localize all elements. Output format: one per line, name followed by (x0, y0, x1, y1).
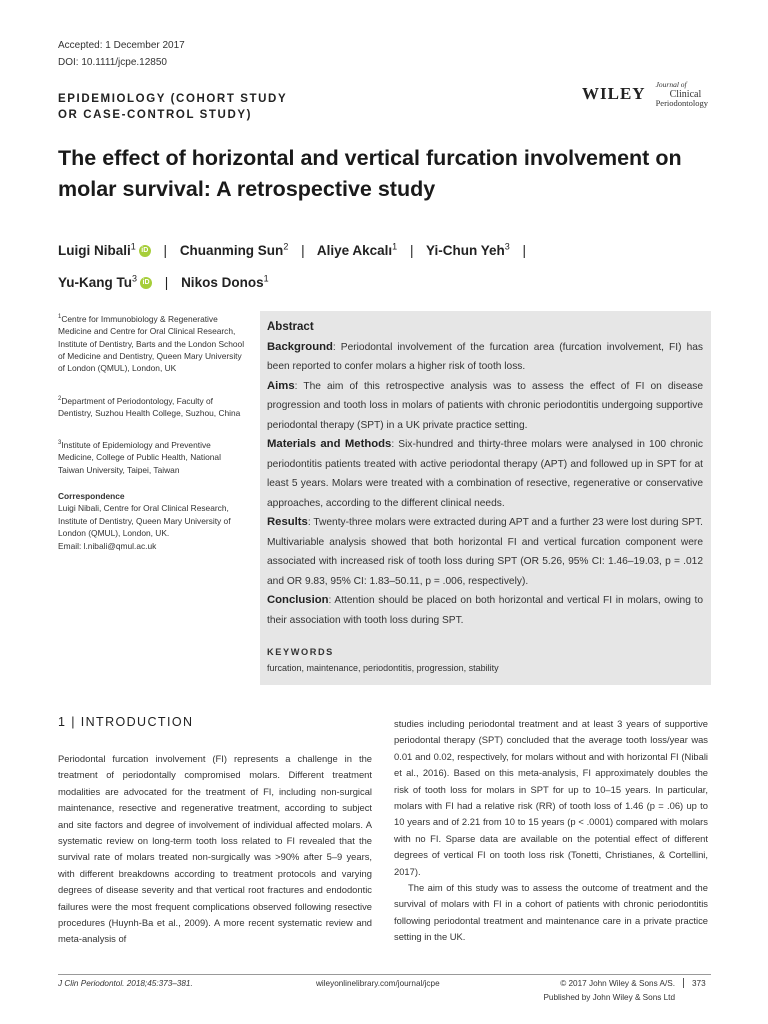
author[interactable]: Yi-Chun Yeh$^3$ (425, 241, 510, 258)
orcid-icon[interactable]: iD (140, 277, 152, 289)
category-line-2: OR CASE-CONTROL STUDY) (58, 109, 253, 121)
journal-logo (656, 80, 708, 109)
author-line-1 (58, 232, 738, 265)
intro-paragraph-2: studies including periodontal treatment and at least 3 years of supportive periodontal therapy (SPT) concluded that the average tooth loss/year was 0.01 and 0.02, respectively, for molars without and with horizontal FI (Nibali et al., 2016). Based on this meta-analysis, FI approximately doubles the risk of tooth loss for molars in SPT for up to 10–15 years. In particular, molars with FI had a relative risk (RR) of tooth loss of 1.46 (p = .06) up to 10 years and of 2.21 from 10 to 15 years (p < .0001) compared with molars with no FI. Sparse data are available on the potential effect of different degrees of vertical FI on tooth loss risk (Tonetti, Christianes, & Cortellini, 2017). (394, 718, 708, 877)
author-separator: | (164, 275, 169, 290)
publisher-line: Published by John Wiley & Sons Ltd (543, 993, 675, 1002)
abstract-title: Abstract (267, 321, 314, 333)
correspondence-address: Luigi Nibali, Centre for Oral Clinical Research, Institute of Dentistry, Queen Mary University of London (QMUL), London, UK. (58, 503, 231, 539)
abstract-conclusion: Conclusion: Attention should be placed on both horizontal and vertical FI in molars, owing to their association with tooth loss during SPT. (267, 594, 703, 626)
author[interactable]: Yu-Kang Tu$^3$ (58, 273, 138, 290)
abstract-aims: Aims: The aim of this retrospective analysis was to assess the effect of FI on disease progression and tooth loss in molars of patients with chronic periodontitis undergoing supportive periodontal therapy (SPT) in a UK private practice setting. (267, 379, 703, 431)
keywords-title: KEYWORDS (267, 647, 334, 657)
category-line-1: EPIDEMIOLOGY (COHORT STUDY (58, 93, 288, 105)
correspondence-title: Correspondence (58, 491, 125, 501)
article-category (58, 91, 287, 123)
author[interactable]: Luigi Nibali$^1$ (58, 241, 136, 258)
section-heading: 1 | INTRODUCTION (58, 715, 194, 729)
body-column-left (58, 751, 372, 948)
author-separator: | (163, 242, 168, 258)
abstract (267, 318, 703, 630)
intro-paragraph-1: Periodontal furcation involvement (FI) represents a challenge in the treatment of periodontally compromised molars. Different treatment modalities are advocated for the treatment of FI, including non-surgical maintenance, resective and regenerative treatment, according to subject and site factors and degree of involvement of individual affected molars. A systematic review on long-term tooth loss related to FI revealed that the survival rate of molars treated non-surgically was >90% after 5–9 years, with different breakdowns according to treatment protocols and varying degrees of disease severity and that vertical root fractures and endodontic failures were the most frequent complications observed following resective procedures (Huynh-Ba et al., 2009). A more recent systematic review and meta-analysis of (58, 753, 372, 945)
author[interactable]: Nikos Donos$^1$ (181, 273, 269, 290)
publisher-logo (582, 80, 708, 109)
abstract-methods: Materials and Methods: Six-hundred and thirty-three molars were analysed in 100 chronic periodontitis patients treated with active periodontal therapy (APT) and followed up in SPT for at least 5 years. Molars were treated with a combination of resective, regenerative or conservative approaches, according to the different clinical needs. (267, 438, 703, 509)
author-separator: | (409, 242, 414, 258)
author[interactable]: Chuanming Sun$^2$ (179, 241, 289, 258)
journal-url[interactable]: wileyonlinelibrary.com/journal/jcpe (316, 979, 440, 988)
author-separator: | (301, 242, 305, 258)
correspondence (58, 490, 248, 552)
author-list (58, 232, 738, 297)
article-title: The effect of horizontal and vertical furcation involvement on molar survival: A retrospective study (58, 146, 682, 201)
abstract-background: Background: Periodontal involvement of the furcation area (furcation involvement, FI) has been reported to confer molars a higher risk of tooth loss. (267, 340, 703, 372)
page-number: 373 (692, 979, 706, 988)
wiley-logo: WILEY (582, 84, 646, 104)
orcid-icon[interactable]: iD (139, 245, 151, 257)
body-column-right (394, 716, 708, 946)
keywords: furcation, maintenance, periodontitis, progression, stability (267, 663, 499, 673)
author[interactable]: Aliye Akcalı$^1$ (316, 241, 398, 258)
affiliation-2: $^2$Department of Periodontology, Faculty of Dentistry, Suzhou Health College, Suzhou, China (58, 395, 241, 419)
doi[interactable]: DOI: 10.1111/jcpe.12850 (58, 57, 167, 68)
intro-paragraph-3: The aim of this study was to assess the outcome of treatment and the survival of molars with FI in a cohort of patients with chronic periodontitis following periodontal treatment and maintenance care in a private practice setting in the UK. (394, 882, 708, 943)
journal-logo-line-3: Periodontology (655, 98, 708, 108)
affiliation-1: $^1$Centre for Immunobiology & Regenerative Medicine and Centre for Oral Clinical Research, Institute of Dentistry, Barts and the London School of Medicine and Dentistry, Queen Mary University of London (QMUL), London, UK (58, 313, 245, 374)
correspondence-email[interactable]: Email: l.nibali@qmul.ac.uk (58, 540, 157, 551)
page-separator (683, 978, 684, 988)
citation: J Clin Periodontol. 2018;45:373–381. (58, 979, 193, 988)
accepted-date: Accepted: 1 December 2017 (58, 40, 185, 51)
journal-logo-line-1: Journal of (655, 80, 687, 89)
footer-divider (58, 974, 711, 975)
journal-logo-line-2: Clinical (669, 88, 702, 100)
author-separator: | (522, 242, 527, 258)
copyright: © 2017 John Wiley & Sons A/S. (560, 979, 675, 988)
abstract-results: Results: Twenty-three molars were extracted during APT and a further 23 were lost during SPT. Multivariable analysis showed that both horizontal FI and vertical furcation component were associated with increased risk of tooth loss during SPT (OR 5.26, 95% CI: 1.46–19.03, p = .012 and OR 9.83, 95% CI: 1.83–50.11, p = .006, respectively). (267, 516, 703, 587)
author-line-2 (58, 265, 738, 298)
affiliation-3: $^3$Institute of Epidemiology and Preventive Medicine, College of Public Health, National Taiwan University, Taipei, Taiwan (58, 439, 221, 475)
